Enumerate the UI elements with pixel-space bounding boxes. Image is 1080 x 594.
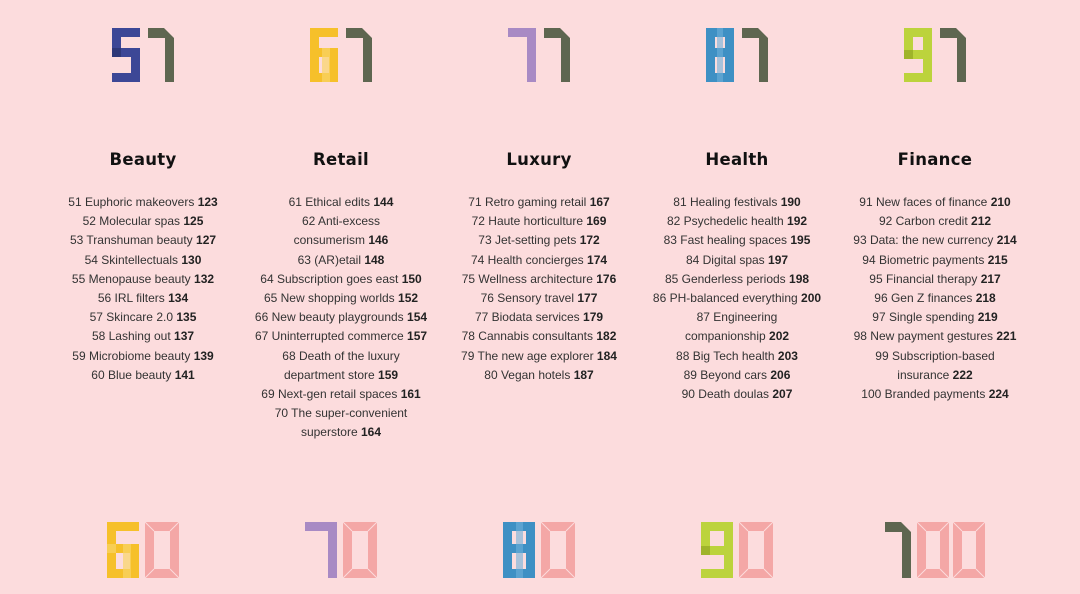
- list-item[interactable]: 62 Anti-excess consumerism 146: [293, 214, 389, 248]
- list-item[interactable]: 84 Digital spas 197: [685, 252, 789, 267]
- list-item[interactable]: 87 Engineering companionship 202: [684, 310, 790, 344]
- list-item[interactable]: 86 PH-balanced everything 200: [652, 291, 822, 306]
- list-item[interactable]: 72 Haute horticulture 169: [471, 214, 607, 229]
- list-item[interactable]: 95 Financial therapy 217: [869, 271, 1001, 286]
- list-item[interactable]: 98 New payment gestures 221: [853, 329, 1017, 344]
- list-item[interactable]: 92 Carbon credit 212: [878, 214, 992, 229]
- list-item[interactable]: 56 IRL filters 134: [97, 291, 189, 306]
- number-81-graphic: [704, 26, 770, 84]
- list-item[interactable]: 100 Branded payments 224: [861, 387, 1009, 402]
- list-item[interactable]: 63 (AR)etail 148: [297, 252, 385, 267]
- list-item[interactable]: 85 Genderless periods 198: [664, 271, 810, 286]
- list-item[interactable]: 71 Retro gaming retail 167: [468, 195, 610, 209]
- list-item[interactable]: 61 Ethical edits 144: [288, 195, 394, 209]
- list-item[interactable]: 94 Biometric payments 215: [862, 252, 1008, 267]
- section-title: Beauty: [109, 150, 177, 169]
- list-item[interactable]: 81 Healing festivals 190: [673, 195, 801, 209]
- list-item[interactable]: 82 Psychedelic health 192: [666, 214, 808, 229]
- list-item[interactable]: 80 Vegan hotels 187: [484, 367, 594, 382]
- list-item[interactable]: 55 Menopause beauty 132: [71, 271, 215, 286]
- section-title: Luxury: [506, 150, 572, 169]
- number-71-graphic: [506, 26, 572, 84]
- list-item[interactable]: 77 Biodata services 179: [474, 310, 604, 325]
- list-item[interactable]: 96 Gen Z finances 218: [874, 291, 996, 306]
- number-60-graphic: [105, 520, 181, 580]
- number-51-graphic: [110, 26, 176, 84]
- section-title: Retail: [312, 150, 370, 169]
- list-item[interactable]: 59 Microbiome beauty 139: [72, 348, 214, 363]
- list-item[interactable]: 60 Blue beauty 141: [91, 367, 195, 382]
- list-item[interactable]: 58 Lashing out 137: [91, 329, 195, 344]
- number-70-graphic: [303, 520, 379, 580]
- number-100-graphic: [883, 520, 987, 580]
- list-item[interactable]: 57 Skincare 2.0 135: [89, 310, 197, 325]
- list-item[interactable]: 65 New shopping worlds 152: [263, 291, 419, 306]
- list-item[interactable]: 89 Beyond cars 206: [683, 367, 791, 382]
- list-item[interactable]: 54 Skintellectuals 130: [84, 252, 202, 267]
- list-item[interactable]: 51 Euphoric makeovers 123: [68, 195, 218, 209]
- list-item[interactable]: 90 Death doulas 207: [681, 387, 793, 402]
- number-90-graphic: [699, 520, 775, 580]
- list-item[interactable]: 67 Uninterrupted commerce 157: [254, 329, 428, 344]
- number-61-graphic: [308, 26, 374, 84]
- list-item[interactable]: 66 New beauty playgrounds 154: [254, 310, 428, 325]
- list-item[interactable]: 93 Data: the new currency 214: [853, 233, 1017, 248]
- topic-list: [38, 193, 248, 385]
- topic-list: [236, 193, 446, 443]
- list-item[interactable]: 73 Jet-setting pets 172: [478, 233, 600, 248]
- list-item[interactable]: 69 Next-gen retail spaces 161: [261, 387, 421, 402]
- topic-list: [830, 193, 1040, 404]
- section-title: Finance: [897, 150, 973, 169]
- list-item[interactable]: 52 Molecular spas 125: [82, 214, 204, 229]
- list-item[interactable]: 75 Wellness architecture 176: [461, 271, 617, 286]
- list-item[interactable]: 76 Sensory travel 177: [480, 291, 598, 306]
- topic-list: [434, 193, 644, 385]
- list-item[interactable]: 79 The new age explorer 184: [461, 348, 617, 363]
- list-item[interactable]: 53 Transhuman beauty 127: [69, 233, 217, 248]
- list-item[interactable]: 83 Fast healing spaces 195: [663, 233, 811, 248]
- topic-list: [632, 193, 842, 404]
- list-item[interactable]: 64 Subscription goes east 150: [260, 271, 422, 286]
- list-item[interactable]: 70 The super-convenient superstore 164: [274, 406, 408, 440]
- list-item[interactable]: 97 Single spending 219: [872, 310, 998, 325]
- list-item[interactable]: 91 New faces of finance 210: [859, 195, 1011, 209]
- section-title: Health: [705, 150, 769, 169]
- list-item[interactable]: 99 Subscription-based insurance 222: [875, 348, 995, 382]
- list-item[interactable]: 68 Death of the luxury department store 159: [282, 348, 400, 382]
- number-80-graphic: [501, 520, 577, 580]
- list-item[interactable]: 74 Health concierges 174: [470, 252, 608, 267]
- list-item[interactable]: 78 Cannabis consultants 182: [461, 329, 617, 344]
- list-item[interactable]: 88 Big Tech health 203: [676, 348, 798, 363]
- number-91-graphic: [902, 26, 968, 84]
